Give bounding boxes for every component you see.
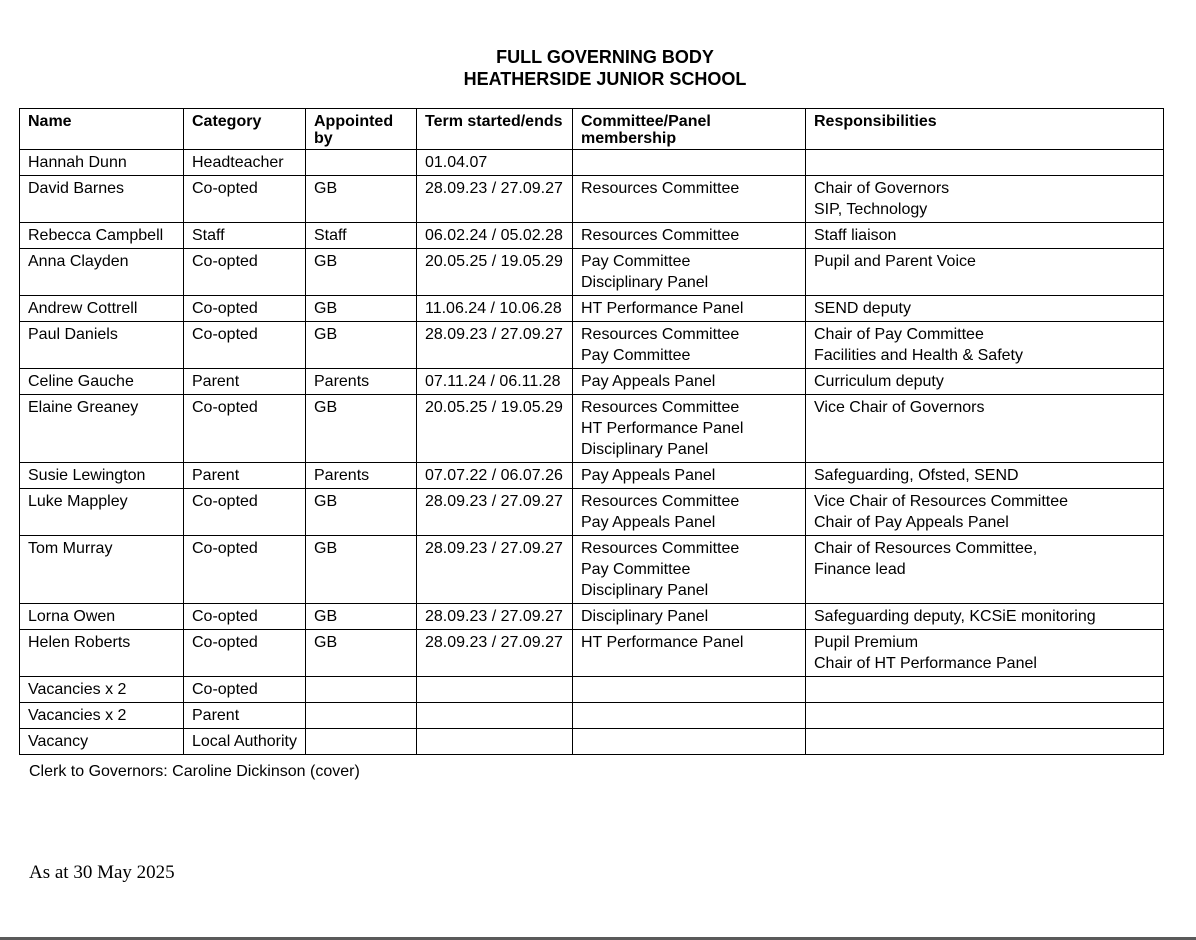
cell-term: 28.09.23 / 27.09.27	[417, 630, 573, 677]
responsibility-line: SIP, Technology	[814, 201, 928, 218]
cell-term: 28.09.23 / 27.09.27	[417, 536, 573, 604]
committee-line: Resources Committee	[581, 399, 740, 416]
committee-line: HT Performance Panel	[581, 300, 744, 317]
cell-name: Andrew Cottrell	[20, 296, 184, 322]
header-responsibilities: Responsibilities	[806, 109, 1164, 150]
cell-responsibilities	[806, 677, 1164, 703]
committee-line: Resources Committee	[581, 227, 740, 244]
responsibility-line: Chair of HT Performance Panel	[814, 655, 1037, 672]
committee-line: HT Performance Panel	[581, 420, 744, 437]
table-row	[20, 463, 1164, 489]
cell-appointed-by	[306, 729, 417, 755]
cell-responsibilities	[806, 369, 1164, 395]
committee-line: Pay Appeals Panel	[581, 373, 716, 390]
cell-committee	[573, 489, 806, 536]
cell-name: Hannah Dunn	[20, 150, 184, 176]
cell-appointed-by: GB	[306, 296, 417, 322]
cell-appointed-by: GB	[306, 489, 417, 536]
cell-name: Paul Daniels	[20, 322, 184, 369]
cell-term	[417, 729, 573, 755]
committee-line: Resources Committee	[581, 540, 740, 557]
cell-responsibilities	[806, 536, 1164, 604]
cell-term: 20.05.25 / 19.05.29	[417, 395, 573, 463]
cell-committee	[573, 729, 806, 755]
cell-term: 11.06.24 / 10.06.28	[417, 296, 573, 322]
header-appointed-by: Appointed by	[306, 109, 417, 150]
header-committee: Committee/Panel membership	[573, 109, 806, 150]
cell-committee	[573, 249, 806, 296]
cell-responsibilities	[806, 729, 1164, 755]
cell-term: 28.09.23 / 27.09.27	[417, 489, 573, 536]
cell-term: 28.09.23 / 27.09.27	[417, 176, 573, 223]
cell-responsibilities	[806, 223, 1164, 249]
table-row	[20, 150, 1164, 176]
responsibility-line: Pupil Premium	[814, 634, 919, 651]
cell-term: 07.07.22 / 06.07.26	[417, 463, 573, 489]
cell-name: Vacancy	[20, 729, 184, 755]
cell-committee	[573, 395, 806, 463]
responsibility-line: SEND deputy	[814, 300, 911, 317]
cell-responsibilities	[806, 249, 1164, 296]
responsibility-line: Facilities and Health & Safety	[814, 347, 1023, 364]
cell-term: 28.09.23 / 27.09.27	[417, 322, 573, 369]
table-row	[20, 729, 1164, 755]
cell-appointed-by: GB	[306, 395, 417, 463]
clerk-note: Clerk to Governors: Caroline Dickinson (cover)	[29, 763, 360, 780]
responsibility-line: Finance lead	[814, 561, 906, 578]
cell-committee	[573, 296, 806, 322]
cell-responsibilities	[806, 630, 1164, 677]
cell-committee	[573, 369, 806, 395]
committee-line: Resources Committee	[581, 493, 740, 510]
document-title	[0, 46, 1196, 90]
responsibility-line: Safeguarding deputy, KCSiE monitoring	[814, 608, 1096, 625]
header-term: Term started/ends	[417, 109, 573, 150]
cell-committee	[573, 223, 806, 249]
cell-term	[417, 677, 573, 703]
committee-line: Pay Appeals Panel	[581, 514, 716, 531]
cell-category: Parent	[184, 703, 306, 729]
responsibility-line: Chair of Pay Appeals Panel	[814, 514, 1009, 531]
table-row	[20, 489, 1164, 536]
cell-responsibilities	[806, 176, 1164, 223]
cell-category: Parent	[184, 369, 306, 395]
cell-category: Co-opted	[184, 489, 306, 536]
cell-appointed-by	[306, 703, 417, 729]
committee-line: HT Performance Panel	[581, 634, 744, 651]
table-body	[20, 150, 1164, 755]
cell-term: 06.02.24 / 05.02.28	[417, 223, 573, 249]
table-row	[20, 249, 1164, 296]
cell-appointed-by	[306, 677, 417, 703]
cell-category: Staff	[184, 223, 306, 249]
cell-responsibilities	[806, 150, 1164, 176]
responsibility-line: Chair of Pay Committee	[814, 326, 984, 343]
cell-name: Susie Lewington	[20, 463, 184, 489]
header-name: Name	[20, 109, 184, 150]
cell-committee	[573, 322, 806, 369]
cell-appointed-by: Parents	[306, 369, 417, 395]
cell-responsibilities	[806, 322, 1164, 369]
cell-name: Rebecca Campbell	[20, 223, 184, 249]
responsibility-line: Curriculum deputy	[814, 373, 944, 390]
cell-category: Co-opted	[184, 296, 306, 322]
committee-line: Disciplinary Panel	[581, 274, 709, 291]
committee-line: Disciplinary Panel	[581, 582, 709, 599]
committee-line: Resources Committee	[581, 180, 740, 197]
cell-appointed-by: GB	[306, 249, 417, 296]
cell-name: Anna Clayden	[20, 249, 184, 296]
cell-name: Elaine Greaney	[20, 395, 184, 463]
committee-line: Pay Committee	[581, 253, 691, 270]
cell-responsibilities	[806, 703, 1164, 729]
cell-category: Headteacher	[184, 150, 306, 176]
cell-category: Co-opted	[184, 630, 306, 677]
table-row	[20, 395, 1164, 463]
header-category: Category	[184, 109, 306, 150]
as-at-date: As at 30 May 2025	[29, 862, 175, 883]
cell-category: Parent	[184, 463, 306, 489]
table-row	[20, 369, 1164, 395]
cell-committee	[573, 604, 806, 630]
cell-committee	[573, 150, 806, 176]
responsibility-line: Vice Chair of Resources Committee	[814, 493, 1069, 510]
responsibility-line: Chair of Governors	[814, 180, 950, 197]
responsibility-line: Pupil and Parent Voice	[814, 253, 976, 270]
cell-category: Co-opted	[184, 536, 306, 604]
title-line-2: HEATHERSIDE JUNIOR SCHOOL	[463, 69, 747, 89]
cell-appointed-by: GB	[306, 630, 417, 677]
cell-committee	[573, 703, 806, 729]
cell-committee	[573, 463, 806, 489]
cell-committee	[573, 677, 806, 703]
table-row	[20, 703, 1164, 729]
cell-category: Co-opted	[184, 604, 306, 630]
table-row	[20, 604, 1164, 630]
cell-name: Tom Murray	[20, 536, 184, 604]
committee-line: Resources Committee	[581, 326, 740, 343]
responsibility-line: Vice Chair of Governors	[814, 399, 985, 416]
cell-category: Co-opted	[184, 176, 306, 223]
cell-term: 01.04.07	[417, 150, 573, 176]
cell-appointed-by	[306, 150, 417, 176]
committee-line: Pay Appeals Panel	[581, 467, 716, 484]
responsibility-line: Staff liaison	[814, 227, 897, 244]
title-line-1: FULL GOVERNING BODY	[496, 47, 714, 67]
committee-line: Disciplinary Panel	[581, 441, 709, 458]
committee-line: Disciplinary Panel	[581, 608, 709, 625]
table-row	[20, 223, 1164, 249]
cell-term: 20.05.25 / 19.05.29	[417, 249, 573, 296]
cell-appointed-by: Parents	[306, 463, 417, 489]
cell-name: Lorna Owen	[20, 604, 184, 630]
table-row	[20, 536, 1164, 604]
committee-line: Pay Committee	[581, 347, 691, 364]
cell-responsibilities	[806, 296, 1164, 322]
cell-category: Co-opted	[184, 322, 306, 369]
cell-term: 07.11.24 / 06.11.28	[417, 369, 573, 395]
cell-committee	[573, 630, 806, 677]
table-row	[20, 630, 1164, 677]
cell-term	[417, 703, 573, 729]
cell-responsibilities	[806, 604, 1164, 630]
cell-appointed-by: GB	[306, 604, 417, 630]
table-header-row	[20, 109, 1164, 150]
committee-line: Pay Committee	[581, 561, 691, 578]
responsibility-line: Chair of Resources Committee,	[814, 540, 1038, 557]
governors-table	[19, 108, 1164, 755]
cell-name: Celine Gauche	[20, 369, 184, 395]
cell-responsibilities	[806, 489, 1164, 536]
cell-name: Luke Mappley	[20, 489, 184, 536]
cell-category: Local Authority	[184, 729, 306, 755]
cell-category: Co-opted	[184, 395, 306, 463]
table-row	[20, 176, 1164, 223]
cell-term: 28.09.23 / 27.09.27	[417, 604, 573, 630]
table-row	[20, 296, 1164, 322]
cell-category: Co-opted	[184, 677, 306, 703]
table-row	[20, 677, 1164, 703]
cell-name: David Barnes	[20, 176, 184, 223]
cell-name: Vacancies x 2	[20, 703, 184, 729]
cell-appointed-by: Staff	[306, 223, 417, 249]
cell-category: Co-opted	[184, 249, 306, 296]
cell-appointed-by: GB	[306, 176, 417, 223]
cell-responsibilities	[806, 463, 1164, 489]
cell-appointed-by: GB	[306, 322, 417, 369]
responsibility-line: Safeguarding, Ofsted, SEND	[814, 467, 1019, 484]
cell-responsibilities	[806, 395, 1164, 463]
cell-committee	[573, 536, 806, 604]
table-row	[20, 322, 1164, 369]
cell-committee	[573, 176, 806, 223]
cell-name: Vacancies x 2	[20, 677, 184, 703]
cell-name: Helen Roberts	[20, 630, 184, 677]
cell-appointed-by: GB	[306, 536, 417, 604]
